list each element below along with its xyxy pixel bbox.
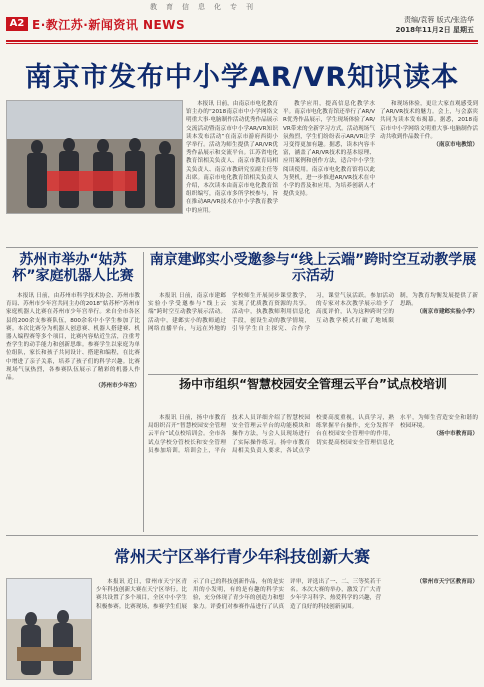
page-number: A2 xyxy=(6,17,28,31)
story-divider xyxy=(148,374,478,375)
top-motto-bar xyxy=(0,0,484,14)
lead-photo xyxy=(6,100,183,214)
story-suzhou-title: 苏州市举办“姑苏杯”家庭机器人比赛 xyxy=(12,252,134,285)
story-changzhou-body: 本报讯 近日，常州市天宁区青少年科技创新大赛在天宁区举行。比赛共设置了多个项目，全区中小学生积极参赛。比赛现场，参赛学生们展示了自己的科技创新作品，有的是实用的小发明，有的是有趣的科学实验，充分体现了青少年的创造力和想象力。评委们对参赛作品进行了认真评审，评选出了一、二、三等奖若干名。本次大赛的举办，激发了广大青少年学习科学、热爱科学的兴趣，营造了良好的科技创新氛围。 （常州市天宁区教育局） xyxy=(96,579,478,610)
story-jianye-title: 南京建邺实小受邀参与“线上云端”跨时空互动教学展示活动 xyxy=(149,252,477,285)
lead-divider xyxy=(6,247,478,248)
story-changzhou-title: 常州天宁区举行青少年科技创新大赛 xyxy=(113,547,370,566)
header-rule-thin xyxy=(6,43,478,44)
story-jianye-body: 本报讯 日前，南京市建邺实验小学受邀参与“线上云端”跨时空互动教学展示活动。活动中，建邺实小的教师通过网络直播平台，与远在外地的学校师生开展同步课堂教学，实现了优质教育资源的共享。活动中，执教教师利用信息化手段，创设生动的教学情境，引导学生自主探究、合作学习，课堂气氛活跃。参加活动的专家对本次教学展示给予了高度评价，认为这种跨时空的互动教学模式打破了地域限制，为教育均衡发展提供了新思路。 （南京市建邺实验小学） xyxy=(148,293,478,332)
motto-text: 教育信息化专刊 xyxy=(150,3,262,11)
brand-title: E·教江苏·新闻资讯 NEWS xyxy=(32,18,186,32)
lead-source: （南京市电教馆） xyxy=(433,142,478,149)
story-yangzhong-title: 扬中市组织“智慧校园安全管理云平台”试点校培训 xyxy=(179,377,447,391)
story-suzhou-body: 本报讯 日前，由苏州市科学技术协会、苏州市教育局、苏州市少年宫共同主办的2018“姑苏杯”苏州市家庭机器人比赛在苏州市少年宫举行。来自全市各区县的200余支参赛队伍，800余名中小学生参加了比赛。本次比赛分为机器人创意赛、机器人搭建赛、机器人编程赛等多个项目，比赛内容贴近生活，注重考查学生的动手能力和创新思维。参赛学生以家庭为单位组队，家长和孩子共同设计、搭建和编程，在比赛中增进了亲子关系，培养了孩子们的科学兴趣。比赛现场气氛热烈，各参赛队伍展示了精彩的机器人作品。 （苏州市少年宫） xyxy=(6,293,140,390)
lead-column-1: 本报讯 日前，由南京市电化教育馆主办的“2018南京市中小学网络文明重大事·电脑制作活动优秀作品展示交流活动暨南京市中小学AR/VR知识读本发布活动”在南京市游府西街小学举行。活动为师生提供了AR/VR优秀作品展示和交流平台。江苏省电化教育馆相关负责人、南京市教育局相关负责人、南京市教研究室副主任等出席。南京市电化教育馆相关负责人介绍，本次读本由南京市电化教育馆组织编写，南京市多所学校参与，旨在推动AR/VR技术在中小学教育教学中的应用。 xyxy=(186,101,278,214)
editors-line: 责编/袁蓉 版式/张浩华 xyxy=(404,16,474,24)
story-yangzhong-body: 本报讯 日前，扬中市教育局组织召开“智慧校园安全管理云平台”试点校培训会。全市各试点学校分管校长和安全管理员参加培训。培训会上，平台技术人员详细介绍了智慧校园安全管理云平台的功能模块和操作方法，与会人员现场进行了实际操作练习。扬中市教育局相关负责人要求，各试点学校要高度重视，认真学习，熟练掌握平台操作，充分发挥平台在校园安全管理中的作用，切实提高校园安全管理信息化水平，为师生营造安全和谐的校园环境。 （扬中市教育局） xyxy=(148,415,478,454)
bottom-divider xyxy=(6,535,478,536)
header-rule xyxy=(6,40,478,42)
lead-column-2: 教学应用，提高信息化教学水平。南京市电化教育馆还举行了AR/VR优秀作品展示，学生现场体验了AR/VR带来的全新学习方式。活动现场气氛热烈，学生们纷纷表示AR/VR让学习变得更加有趣。据悉，读本内容丰富，涵盖了AR/VR技术的基本原理、应用案例和创作方法，适合中小学生阅读使用。南京市电化教育馆将以此为契机，进一步推进AR/VR技术在中小学的普及和应用，为培养创新人才提供支持。 xyxy=(283,101,375,198)
date-line: 2018年11月2日 星期五 xyxy=(395,26,474,34)
changzhou-photo xyxy=(6,578,92,680)
lead-headline: 南京市发布中小学AR/VR知识读本 xyxy=(24,62,460,93)
lead-column-3: 和现场体验，更让大家直观感受到了AR/VR技术的魅力。会上，与会嘉宾共同为读本发布揭幕。据悉，2018南京市中小学网络文明重大事·电脑制作活动共收到作品数千件。 （南京市电教馆） xyxy=(380,101,478,149)
col-divider xyxy=(143,252,144,532)
masthead-info xyxy=(395,15,474,35)
